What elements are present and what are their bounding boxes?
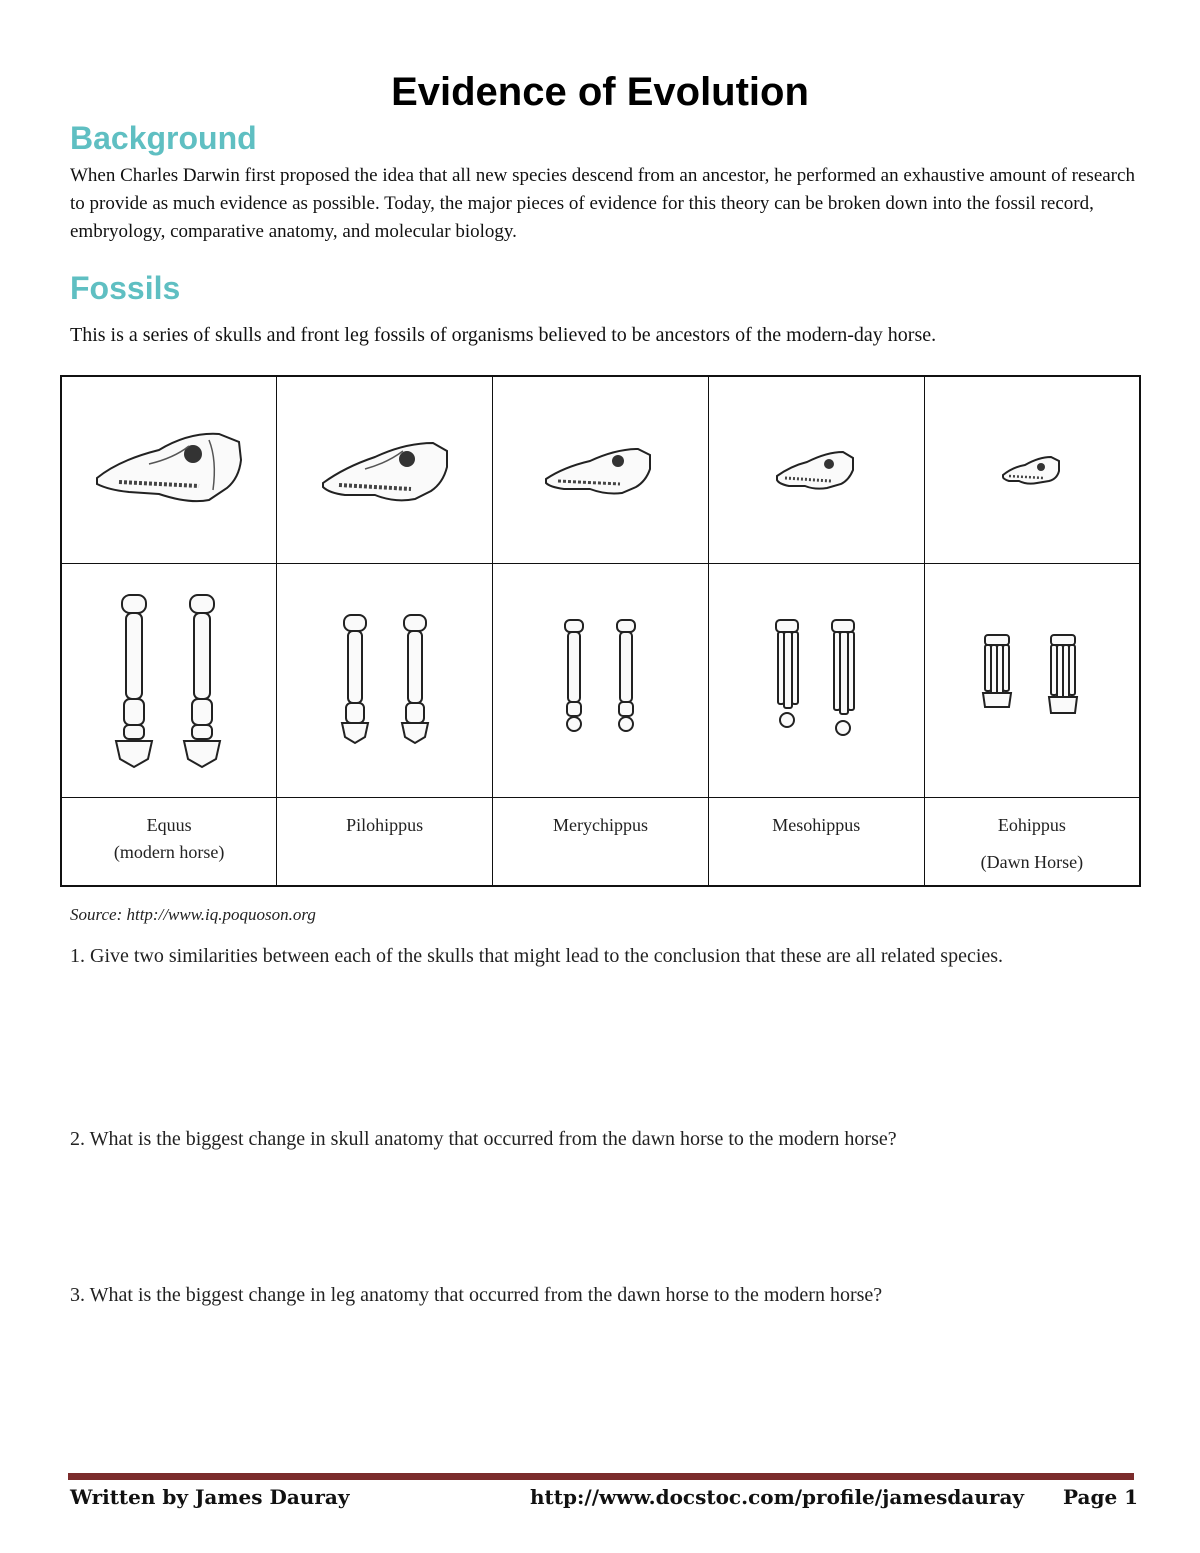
species-name-cell [924,798,1140,886]
species-name: Merychippus [553,815,648,835]
mesohippus-leg-illustration [766,616,866,746]
equus-leg-illustration [104,591,234,771]
pilohippus-leg-illustration [330,611,440,751]
fossil-table [60,375,1141,887]
species-name-cell [61,798,277,886]
mesohippus-skull-illustration [771,440,861,500]
leg-cell-merychippus [493,564,709,798]
name-row [61,798,1140,886]
skull-cell-merychippus [493,376,709,564]
species-name-cell [493,798,709,886]
species-subname: (Dawn Horse) [980,852,1084,872]
footer-divider [68,1473,1134,1480]
species-name: Equus [146,815,192,835]
source-citation: Source: http://www.iq.poquoson.org [70,905,316,924]
question-1: 1. Give two similarities between each of the skulls that might lead to the conclusion that these are all related species. [70,945,1004,967]
leg-row [61,564,1140,798]
leg-cell-eohippus [924,564,1140,798]
species-name: Eohippus [997,815,1066,835]
background-paragraph: When Charles Darwin first proposed the idea that all new species descend from an ancestor, he performed an exhaustive amount of research to provide as much evidence as possible. Today, the major pieces of evidence for this theory can be broken down into the fossil record, embryology, comparative anatomy, and molecular biology. [70,165,1135,242]
page-title: Evidence of Evolution [391,70,809,114]
skull-cell-equus [61,376,277,564]
eohippus-skull-illustration [997,447,1067,493]
footer-url[interactable]: http://www.docstoc.com/profile/jamesdauray [530,1485,1025,1509]
leg-cell-mesohippus [708,564,924,798]
species-name: Pilohippus [346,815,424,835]
species-name-cell [708,798,924,886]
leg-cell-equus [61,564,277,798]
merychippus-leg-illustration [555,616,645,746]
leg-cell-pilohippus [277,564,493,798]
skull-cell-mesohippus [708,376,924,564]
species-name-cell [277,798,493,886]
question-3: 3. What is the biggest change in leg anatomy that occurred from the dawn horse to the modern horse? [70,1284,883,1306]
footer-page-number: Page 1 [1063,1485,1139,1509]
background-heading: Background [70,120,257,156]
question-2: 2. What is the biggest change in skull anatomy that occurred from the dawn horse to the modern horse? [70,1128,897,1150]
merychippus-skull-illustration [540,435,660,505]
equus-skull-illustration [89,420,249,520]
footer-author: Written by James Dauray [70,1485,350,1509]
fossils-heading: Fossils [70,270,181,306]
pilohippus-skull-illustration [315,425,455,515]
skull-cell-eohippus [924,376,1140,564]
eohippus-leg-illustration [977,631,1087,731]
species-name: Mesohippus [772,815,861,835]
species-subname: (modern horse) [113,842,225,862]
skull-cell-pilohippus [277,376,493,564]
skull-row [61,376,1140,564]
fossils-intro: This is a series of skulls and front leg fossils of organisms believed to be ancestors of the modern-day horse. [70,324,937,346]
